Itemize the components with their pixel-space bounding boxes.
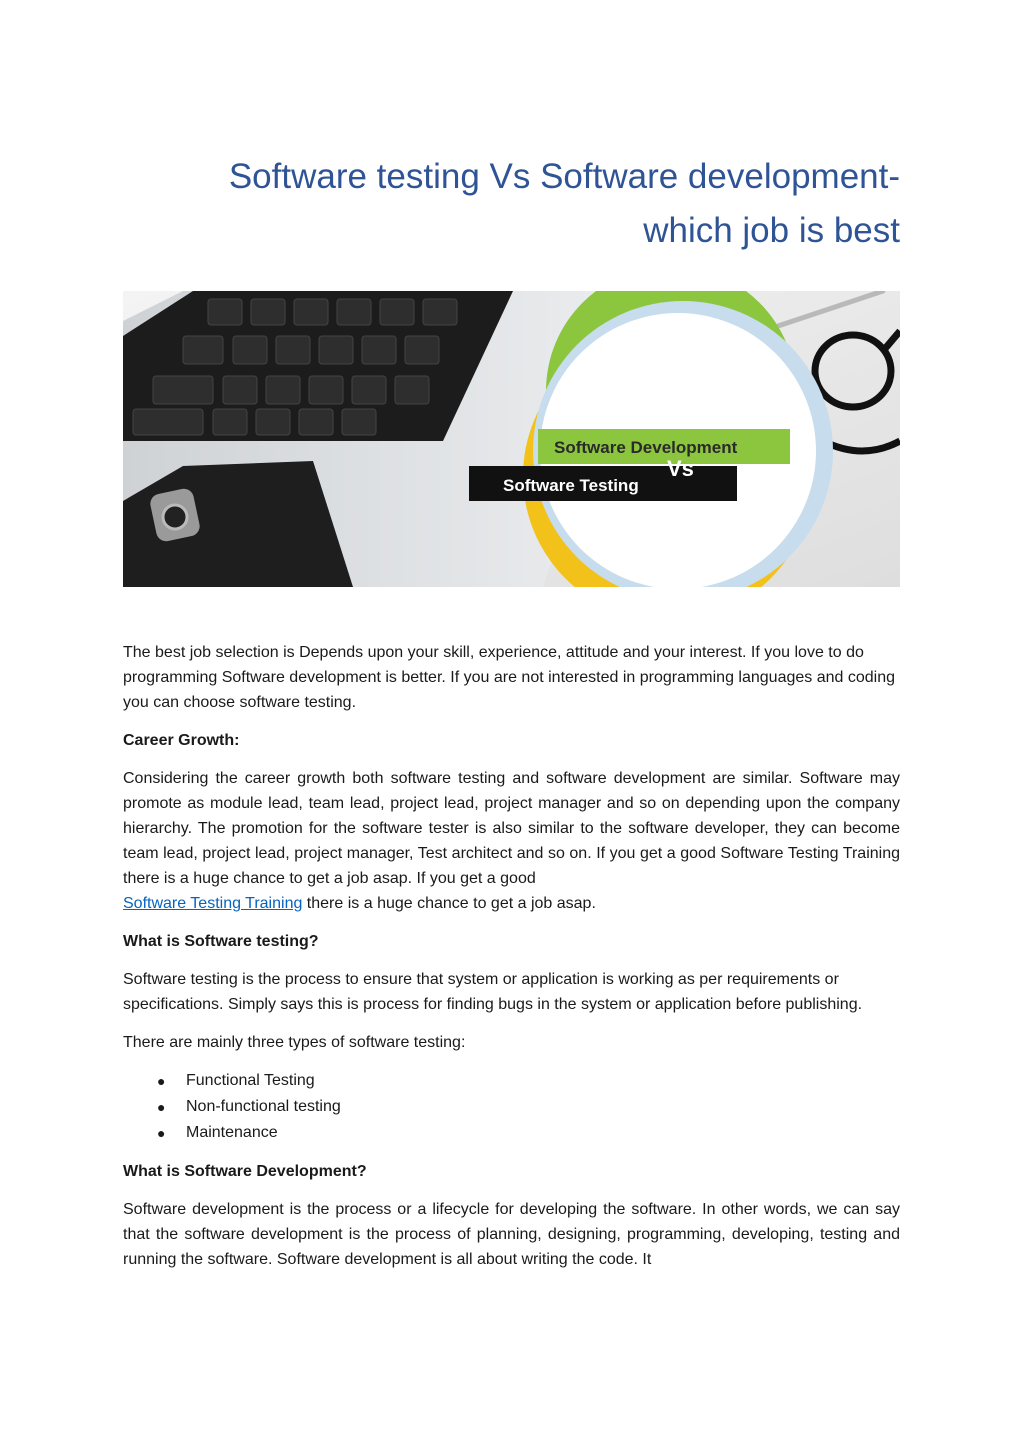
software-testing-training-link[interactable]: Software Testing Training [123, 895, 303, 912]
banner-vs-label: Vs [667, 456, 694, 481]
career-heading: Career Growth: [123, 732, 240, 749]
title-line-1: Software testing Vs Software development- [228, 157, 900, 196]
types-intro: There are mainly three types of software testing: [123, 1034, 466, 1051]
article-body [123, 640, 900, 1285]
banner-development-label: Software Development [554, 438, 738, 457]
list-item: ● Maintenance [186, 1120, 900, 1146]
intro-paragraph: The best job selection is Depends upon your skill, experience, attitude and your interest. If you love to do programming Software development is better. If you are not interested in programming languages and coding you can choose software testing. [123, 644, 895, 711]
hero-image [123, 291, 900, 587]
list-item: ● Functional Testing [186, 1068, 900, 1094]
phone-camera-lens [163, 505, 187, 529]
bullet-icon: ● [157, 1125, 166, 1141]
bullet-icon: ● [157, 1099, 166, 1115]
list-item: ● Non-functional testing [186, 1094, 900, 1120]
career-text: Considering the career growth both software testing and software development are similar. Software may promote as module lead, team lead, project lead, project manager and so on depending upon the company hierarchy. The promotion for the software tester is also similar to the software developer, they can become team lead, project lead, project manager, Test architect and so on. If you get a good Software Testing Training there is a huge chance to get a job asap. If you get a good [123, 770, 900, 887]
career-tail: there is a huge chance to get a job asap. [302, 895, 596, 912]
banner-testing-label: Software Testing [503, 476, 639, 495]
testing-types-list [123, 1068, 900, 1146]
testing-heading: What is Software testing? [123, 933, 319, 950]
development-paragraph: Software development is the process or a lifecycle for developing the software. In other words, we can say that the software development is the process of planning, designing, programming, developing, testing and running the software. Software development is all about writing the code. It [123, 1201, 900, 1268]
title-line-2: which job is best [643, 211, 900, 250]
development-heading: What is Software Development? [123, 1163, 367, 1180]
page-title [229, 150, 900, 258]
testing-paragraph: Software testing is the process to ensure that system or application is working as per requirements or specifications. Simply says this is process for finding bugs in the system or application before publishing. [123, 971, 863, 1013]
career-paragraph [123, 766, 900, 916]
bullet-icon: ● [157, 1073, 166, 1089]
